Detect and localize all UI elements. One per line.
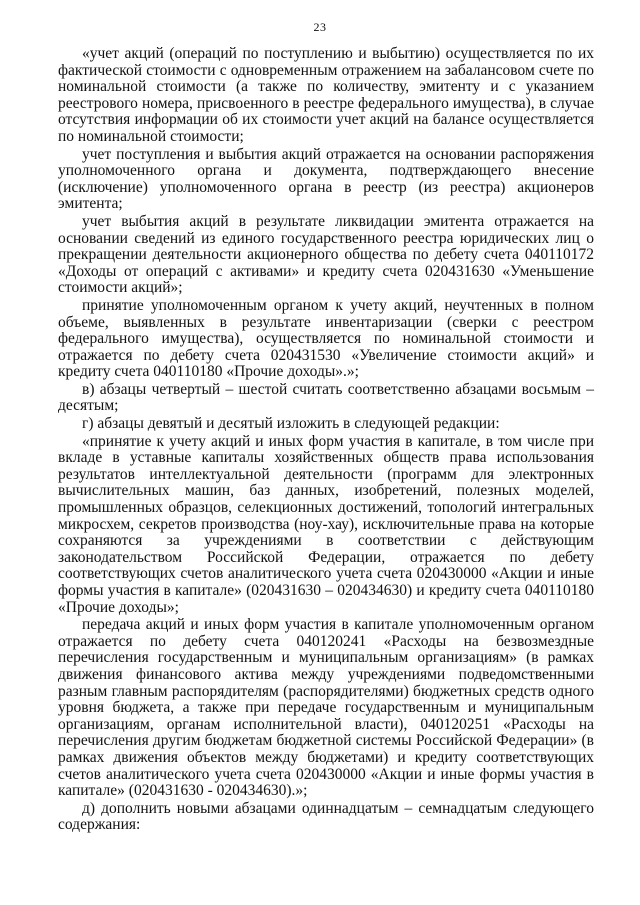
paragraph-2: учет поступления и выбытия акций отражается на основании распоряжения уполномоченного органа и документа, подтверждающего внесение (исключение) уполномоченного органа в реестр (из реестра) акционеров эмитента; <box>58 145 594 213</box>
document-body <box>58 46 594 834</box>
paragraph-3: учет выбытия акций в результате ликвидации эмитента отражается на основании сведений из единого государственного реестра юридических лиц о прекращении деятельности акционерного общества по дебету счета 040110172 «Доходы от операций с активами» и кредиту счета 020431630 «Уменьшение стоимости акций»; <box>58 212 594 297</box>
paragraph-5: в) абзацы четвертый – шестой считать соответственно абзацами восьмым – десятым; <box>58 380 594 415</box>
page-number: 23 <box>313 20 327 34</box>
paragraph-4: принятие уполномоченным органом к учету акций, неучтенных в полном объеме, выявленных в результате инвентаризации (сверки с реестром федерального имущества), осуществляется по номинальной стоимости и отражается по дебету счета 020431530 «Увеличение стоимости акций» и кредиту счета 040110180 «Прочие доходы».»; <box>58 296 594 381</box>
paragraph-8: передача акций и иных форм участия в капитале уполномоченным органом отражается по дебету счета 040120241 «Расходы на безвозмездные перечисления государственным и муниципальным организациям» (в рамках движения финансового актива между учреждениями подведомственными разным главным распорядителям (распорядителями) бюджетных средств одного уровня бюджета, а также при передаче государственным и муниципальным организациям, органам исполнительной власти), 040120251 «Расходы на перечисления другим бюджетам бюджетной системы Российской Федерации» (в рамках движения объектов между бюджетами) и кредиту соответствующих счетов аналитического учета счета 020430000 «Акции и иные формы участия в капитале» (020431630 - 020434630).»; <box>58 616 594 800</box>
paragraph-6: г) абзацы девятый и десятый изложить в следующей редакции: <box>82 415 500 433</box>
paragraph-7: «принятие к учету акций и иных форм участия в капитале, в том числе при вкладе в уставные капиталы хозяйственных обществ права использования результатов интеллектуальной деятельности (программ для электронных вычислительных машин, баз данных, изобретений, полезных моделей, промышленных образцов, селекционных достижений, топологий интегральных микросхем, секретов производства (ноу-хау), исключительные права на которые сохраняются за учреждениями в соответствии с действующим законодательством Российской Федерации, отражается по дебету соответствующих счетов аналитического учета счета 020430000 «Акции и иные формы участия в капитале» (020431630 – 020434630) и кредиту счета 040110180 «Прочие доходы»; <box>58 432 594 616</box>
paragraph-9: д) дополнить новыми абзацами одиннадцатым – семнадцатым следующего содержания: <box>58 799 594 834</box>
paragraph-1: «учет акций (операций по поступлению и выбытию) осуществляется по их фактической стоимости с одновременным отражением на забалансовом счете по номинальной стоимости (а также по количеству, эмитенту и с указанием реестрового номера, присвоенного в реестре федерального имущества), в случае отсутствия информации об их стоимости учет акций на балансе осуществляется по номинальной стоимости; <box>58 45 594 145</box>
